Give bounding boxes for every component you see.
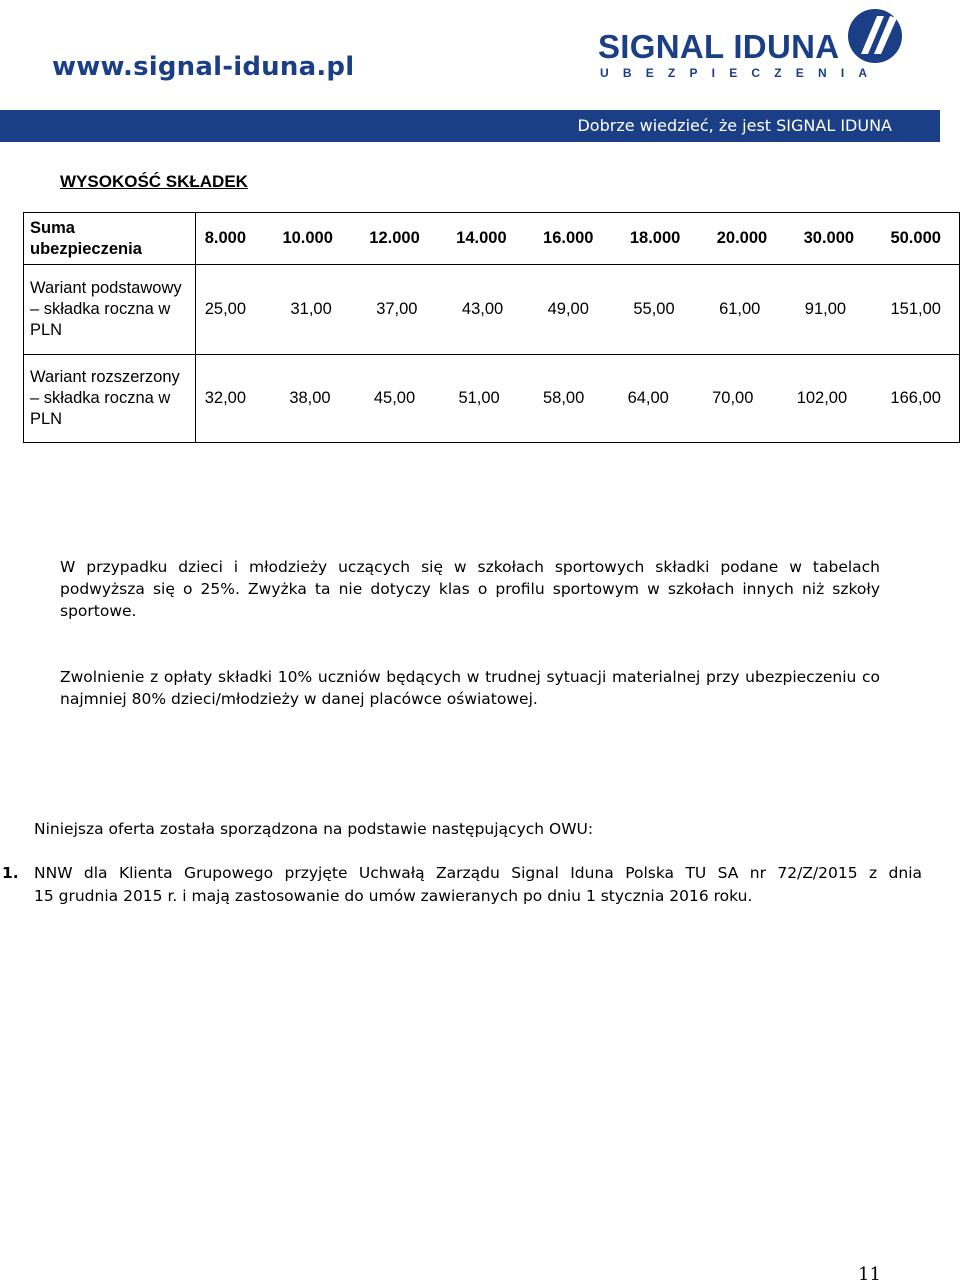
logo-subtitle: UBEZPIECZENIA <box>600 66 882 80</box>
page-number: 11 <box>858 1264 881 1285</box>
premium-value: 58,00 <box>543 389 585 407</box>
header-banner <box>0 110 940 142</box>
premium-table <box>23 212 960 443</box>
premium-value: 166,00 <box>890 389 941 407</box>
premium-value: 25,00 <box>204 300 247 318</box>
premium-value: 43,00 <box>461 300 504 318</box>
basic-variant-label: Wariant podstawowy – składka roczna w PLN <box>24 265 196 355</box>
sum-value: 10.000 <box>282 229 333 247</box>
premium-value: 38,00 <box>289 389 331 407</box>
premium-value: 51,00 <box>458 389 500 407</box>
premium-value: 70,00 <box>712 389 754 407</box>
sum-value: 16.000 <box>543 229 594 247</box>
sum-value: 12.000 <box>369 229 420 247</box>
owu-item-text-line1: NNW dla Klienta Grupowego przyjęte Uchwałą Zarządu Signal Iduna Polska TU SA nr 72/Z/2015 z dnia <box>34 864 922 882</box>
brand-logo <box>598 8 938 88</box>
premium-value: 55,00 <box>633 300 675 318</box>
table-row <box>24 355 960 443</box>
section-title: WYSOKOŚĆ SKŁADEK <box>60 172 248 191</box>
logo-name: SIGNAL IDUNA <box>598 28 840 65</box>
premium-value: 64,00 <box>627 389 669 407</box>
signal-iduna-logo-mark-icon <box>847 8 903 64</box>
owu-list-item <box>2 862 922 908</box>
banner-slogan: Dobrze wiedzieć, że jest SIGNAL IDUNA <box>577 116 892 135</box>
site-url: www.signal-iduna.pl <box>52 52 355 82</box>
sum-value: 14.000 <box>456 229 507 247</box>
sum-value: 8.000 <box>204 229 247 247</box>
table-row <box>24 265 960 355</box>
sum-value: 30.000 <box>803 229 855 247</box>
premium-value: 45,00 <box>373 389 416 407</box>
premium-value: 32,00 <box>204 389 247 407</box>
exemption-note: Zwolnienie z opłaty składki 10% uczniów będących w trudnej sytuacji materialnej przy ubezpieczeniu co najmniej 80% dzieci/młodzieży w danej placówce oświatowej. <box>60 668 880 708</box>
premium-value: 91,00 <box>804 300 847 318</box>
owu-item-text-line2: 15 grudnia 2015 r. i mają zastosowanie do umów zawieranych po dniu 1 stycznia 2016 roku. <box>34 887 753 905</box>
sum-value: 18.000 <box>629 229 681 247</box>
sum-insured-values <box>205 229 959 248</box>
sum-value: 20.000 <box>716 229 768 247</box>
owu-intro: Niniejsza oferta została sporządzona na podstawie następujących OWU: <box>34 820 594 838</box>
owu-item-number: 1. <box>2 864 19 882</box>
premium-value: 61,00 <box>719 300 761 318</box>
premium-value: 31,00 <box>290 300 332 318</box>
table-header-row <box>24 213 960 265</box>
extended-variant-label: Wariant rozszerzony – składka roczna w PLN <box>24 355 196 443</box>
sports-schools-note: W przypadku dzieci i młodzieży uczących się w szkołach sportowych składki podane w tabelach podwyższa się o 25%. Zwyżka ta nie dotyczy klas o profilu sportowym w szkołach innych niż szkoły sportowe. <box>60 558 880 620</box>
premium-value: 151,00 <box>890 300 941 318</box>
premium-value: 102,00 <box>796 389 848 407</box>
sum-value: 50.000 <box>890 229 941 247</box>
premium-value: 37,00 <box>376 300 418 318</box>
sum-insured-label: Suma ubezpieczenia <box>24 213 196 265</box>
extended-variant-values <box>205 389 959 408</box>
basic-variant-values <box>205 300 959 319</box>
premium-value: 49,00 <box>547 300 589 318</box>
